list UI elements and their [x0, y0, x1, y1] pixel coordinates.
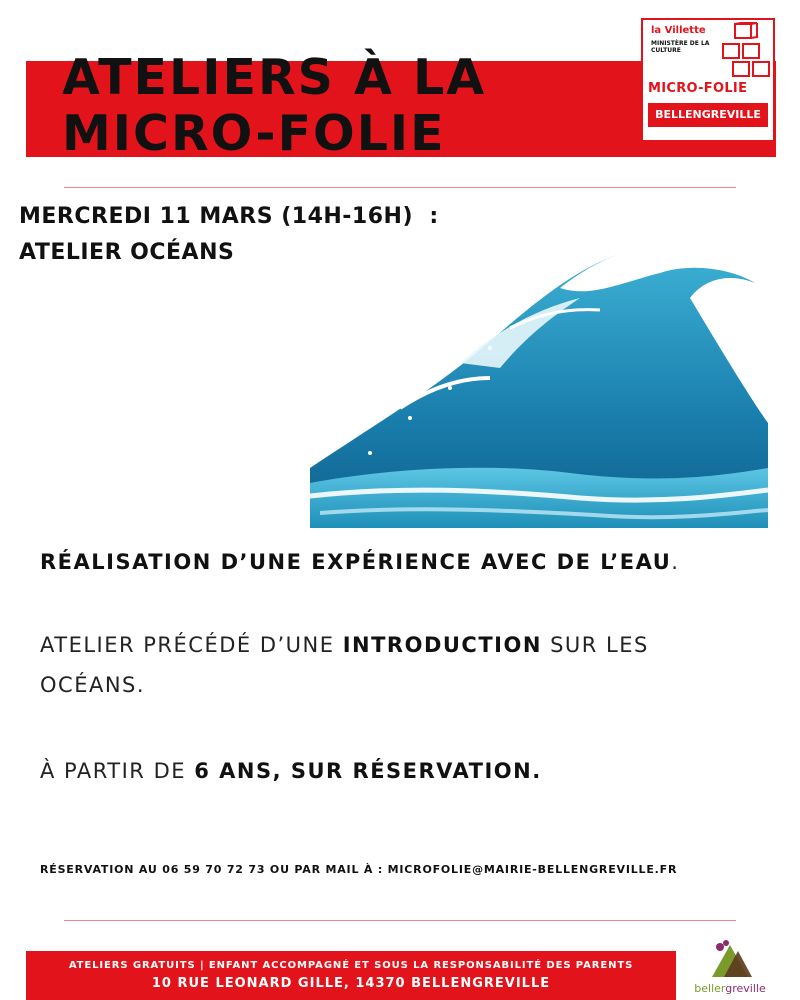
paragraph-age [40, 751, 740, 791]
experiment-text: RÉALISATION D’UNE EXPÉRIENCE AVEC DE L’EAU [40, 550, 672, 574]
age-bold: 6 ANS, SUR RÉSERVATION. [194, 759, 542, 783]
micro-folie-label: MICRO-FOLIE [648, 81, 748, 96]
ministry-label: MINISTÈRE DE LA CULTURE [651, 40, 710, 54]
intro-start: ATELIER PRÉCÉDÉ D’UNE [40, 633, 343, 657]
paragraph-introduction [40, 625, 740, 705]
event-date: MERCREDI 11 MARS (14H-16H) : [19, 204, 439, 229]
footer-address: 10 RUE LEONARD GILLE, 14370 BELLENGREVILLE [151, 976, 551, 991]
town-name: bellergreville [694, 982, 766, 995]
title-line-1: ATELIERS À LA [62, 49, 487, 106]
paragraph-experiment [40, 542, 740, 582]
page-title [62, 50, 622, 162]
intro-line-2: OCÉANS. [40, 673, 146, 697]
title-line-2: MICRO-FOLIE [62, 105, 446, 162]
age-start: À PARTIR DE [40, 759, 195, 783]
footer-band [26, 951, 676, 1000]
intro-end: SUR LES [541, 633, 649, 657]
event-name: ATELIER OCÉANS [19, 240, 235, 265]
bellengreville-logo [690, 937, 770, 997]
wave-illustration [310, 228, 768, 528]
city-badge: BELLENGREVILLE [648, 103, 768, 127]
micro-folie-logo [641, 18, 775, 142]
villette-brand: la Villette [651, 25, 706, 36]
town-emblem-icon [690, 937, 770, 983]
experiment-period: . [671, 550, 680, 574]
reservation-contact: RÉSERVATION AU 06 59 70 72 73 OU PAR MAIL À : MICROFOLIE@MAIRIE-BELLENGREVILLE.FR [40, 863, 678, 876]
cubes-icon [721, 22, 771, 78]
divider-top [64, 187, 736, 188]
divider-bottom [64, 920, 736, 921]
intro-bold: INTRODUCTION [342, 633, 542, 657]
footer-line-1: ATELIERS GRATUITS | ENFANT ACCOMPAGNÉ ET SOUS LA RESPONSABILITÉ DES PARENTS [68, 960, 634, 971]
